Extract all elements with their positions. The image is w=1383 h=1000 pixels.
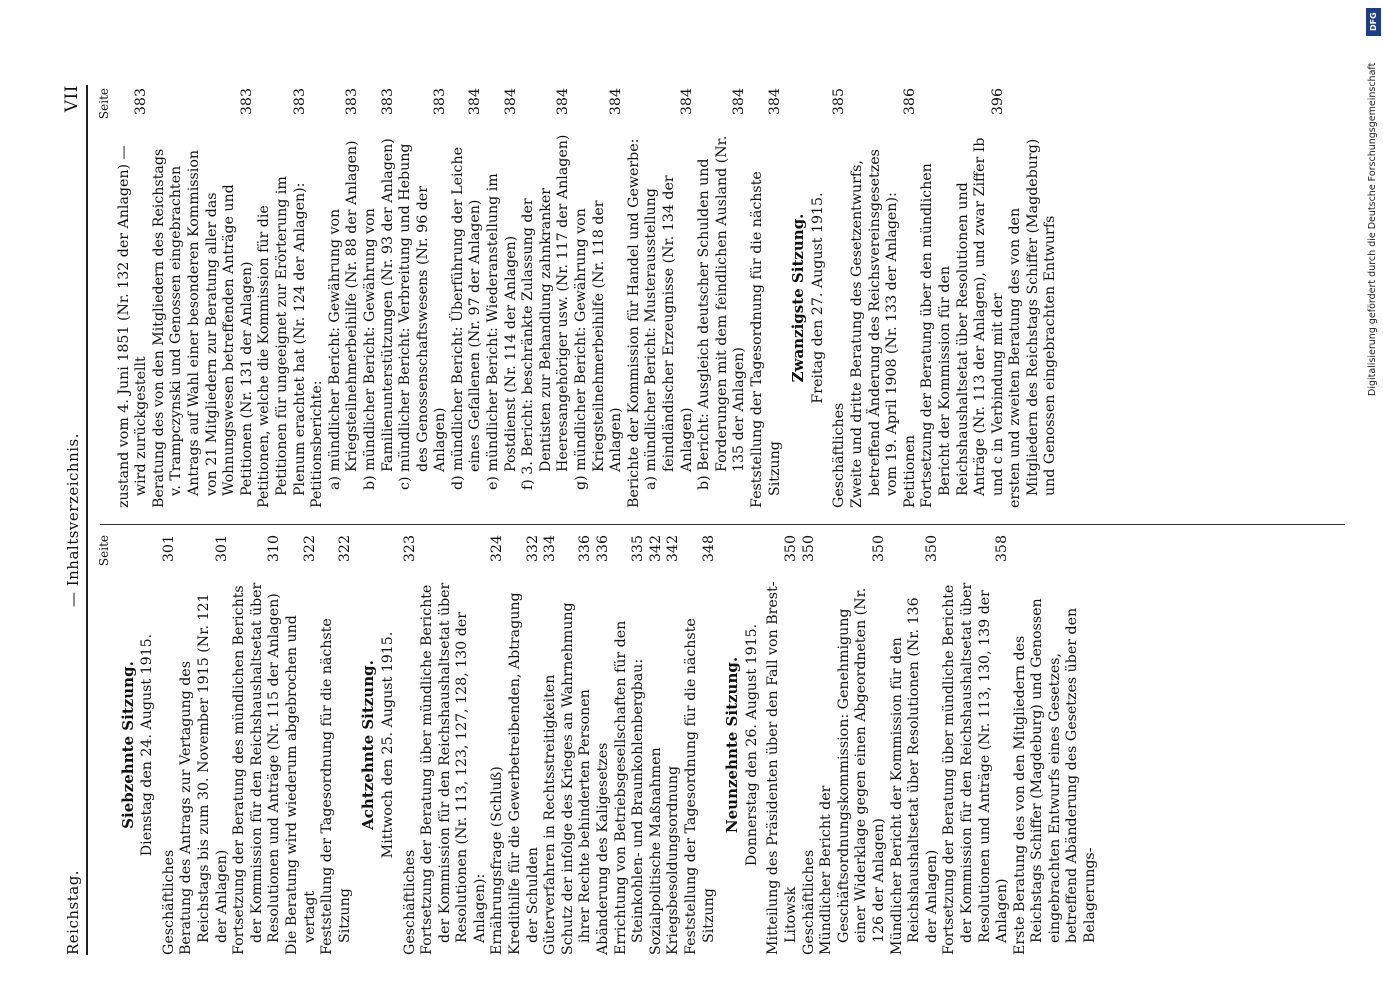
- toc-entry: [902, 88, 920, 508]
- toc-entry-text: Sozialpolitische Maßnahmen: [647, 747, 664, 955]
- toc-entry: [542, 535, 560, 955]
- session-date: Freitag den 27. August 1915.: [809, 192, 826, 404]
- toc-entry: [626, 88, 644, 508]
- toc-entry: [507, 535, 542, 955]
- toc-entry-text: Die Beratung wird wiederum abgebrochen und vertagt: [283, 615, 318, 955]
- digitization-note: Digitalisierung gefördert durch die Deutsche Forschungsgemeinschaft: [1367, 62, 1378, 396]
- toc-entry-page: 396: [989, 88, 1006, 116]
- running-header: [60, 85, 86, 955]
- toc-entry-page: 384: [678, 88, 695, 116]
- toc-entry-page: 358: [994, 535, 1011, 563]
- toc-entry-text: g) mündlicher Bericht: Gewährung von Kriegsteilnehmerbeihilfe (Nr. 118 der Anlagen): [573, 200, 625, 490]
- toc-entry: [256, 88, 309, 508]
- toc-entry-page: 384: [467, 88, 484, 116]
- session-title: Neunzehnte Sitzung.: [723, 656, 742, 834]
- toc-entry: [178, 535, 231, 955]
- toc-entry: [573, 88, 626, 508]
- session-title: Siebzehnte Sitzung.: [118, 661, 137, 829]
- toc-entry-page: 324: [489, 535, 506, 563]
- toc-entry-text: b) mündlicher Bericht: Gewährung von Familienunterstützungen (Nr. 93 der Anlagen): [361, 138, 396, 490]
- right-column: [96, 88, 1060, 508]
- toc-entry-page: 301: [160, 535, 177, 563]
- toc-entry-page: 383: [344, 88, 361, 116]
- toc-entry: [696, 88, 749, 508]
- toc-entry-text: Geschäftliches: [160, 849, 177, 955]
- toc-entry: [161, 535, 179, 955]
- toc-entry-text: Abänderung des Kaligesetzes: [595, 742, 612, 955]
- toc-entry-text: Feststellung der Tagesordnung für die nächste Sitzung: [683, 618, 717, 955]
- toc-entry-page: 384: [731, 88, 748, 116]
- toc-entry: [648, 535, 666, 955]
- toc-entry-text: Zweite und dritte Beratung des Gesetzentwurfs, betreffend Änderung des Reichsvereinsgesetzes vom 19. April 1908 (Nr. 133 der Anlagen):: [848, 149, 901, 508]
- toc-entry-page: 350: [782, 535, 799, 563]
- toc-entry: [560, 535, 595, 955]
- session-date: Donnerstag den 26. August 1915.: [743, 623, 760, 867]
- toc-entry: [849, 88, 902, 508]
- toc-entry-text: Petitionen, welche die Kommission für die Petitionen für ungeeignet zur Erörterung im Plenum erachtet hat (Nr. 124 der Anlagen):: [256, 176, 308, 508]
- toc-entry-text: Mündlicher Bericht der Geschäftsordnungskommission: Genehmigung einer Widerklage gegen einen Abgeordneten (Nr. 126 der Anlagen): [818, 587, 887, 955]
- toc-entry-page: 336: [595, 535, 612, 563]
- toc-entry-text: Fortsetzung der Beratung über mündliche Berichte der Kommission für den Reichshaushaltsetat über Resolutionen (Nr. 113, 123, 127, 128, 130 der Anlagen):: [419, 582, 488, 955]
- toc-entry-text: Errichtung von Betriebsgesellschaften für den Steinkohlen- und Braunkohlenbergbau:: [612, 620, 647, 955]
- toc-entry-page: 350: [923, 535, 940, 563]
- toc-entry-text: Ernährungsfrage (Schluß): [489, 766, 506, 955]
- toc-entry-page: 383: [133, 88, 150, 116]
- toc-entry-text: zustand vom 4. Juni 1851 (Nr. 132 der Anlagen) — wird zurückgestellt: [115, 145, 150, 508]
- toc-entry-page: 322: [336, 535, 353, 563]
- toc-entry-page: 301: [213, 535, 230, 563]
- header-center: — Inhaltsverzeichnis.: [64, 432, 82, 608]
- toc-entry: [749, 88, 784, 508]
- toc-entry-text: Kriegsbesoldungsordnung: [665, 765, 682, 955]
- toc-entry-text: Feststellung der Tagesordnung für die nächste Sitzung: [319, 618, 353, 955]
- session-date: Mittwoch den 25. August 1915.: [379, 631, 396, 859]
- toc-entry-text: Fortsetzung der Beratung über den mündlichen Bericht der Kommission für den Reichshaushaltsetat über Resolutionen und Anträge (Nr. 113 der Anlagen), und zwar Ziffer Ib und c in Verbindung mit der: [919, 137, 1006, 508]
- toc-entry: [327, 88, 362, 508]
- toc-entry-page: 348: [700, 535, 717, 563]
- toc-entry-page: 322: [301, 535, 318, 563]
- toc-entry-page: 384: [502, 88, 519, 116]
- toc-entry-page: 383: [432, 88, 449, 116]
- column-divider: [100, 524, 1345, 525]
- toc-entry-text: Feststellung der Tagesordnung für die nächste Sitzung: [748, 171, 783, 508]
- toc-entry-text: Kredithilfe für die Gewerbetreibenden, Abtragung der Schulden: [507, 592, 541, 955]
- toc-entry: [941, 535, 1011, 955]
- toc-entry: [665, 535, 683, 955]
- toc-entry: [831, 88, 849, 508]
- toc-entry: [1007, 88, 1060, 508]
- toc-entry-page: 385: [831, 88, 848, 116]
- toc-entry-page: 386: [901, 88, 918, 116]
- toc-entry-text: Erste Beratung des von den Mitgliedern des Reichstags Schiffer (Magdeburg) und Genossen eingebrachten Entwurfs eines Gesetzes, betreffend Abänderung des Gesetzes über den Belagerungs-: [1011, 598, 1099, 955]
- toc-entry-text: b) Bericht: Ausgleich deutscher Schulden und Forderungen mit dem feindlichen Ausland (Nr. 135 der Anlagen): [696, 135, 748, 490]
- toc-entry-text: Schutz der infolge des Krieges an Wahrnehmung ihrer Rechte behinderten Personen: [559, 602, 594, 955]
- toc-entry-text: Geschäftliches: [800, 849, 817, 955]
- toc-entry: [520, 88, 573, 508]
- toc-entry: [231, 535, 284, 955]
- toc-entry-text: Geschäftliches: [401, 849, 418, 955]
- toc-entry-page: 336: [577, 535, 594, 563]
- toc-entry-text: Geschäftliches: [831, 402, 848, 508]
- toc-entry: [397, 88, 450, 508]
- toc-entry: [919, 88, 1007, 508]
- toc-entry-page: 383: [291, 88, 308, 116]
- toc-entry: [818, 535, 888, 955]
- header-rule: [86, 85, 88, 955]
- toc-entry: [801, 535, 819, 955]
- toc-entry-page: 323: [401, 535, 418, 563]
- toc-entry-text: Petitionen: [901, 435, 918, 508]
- toc-entry-page: 350: [870, 535, 887, 563]
- toc-entry-text: Güterverfahren in Rechtsstreitigkeiten: [542, 674, 559, 955]
- toc-entry-page: 384: [766, 88, 783, 116]
- toc-entry-text: Berichte der Kommission für Handel und Gewerbe:: [625, 138, 642, 508]
- toc-entry: [643, 88, 696, 508]
- toc-entry-page: 383: [238, 88, 255, 116]
- toc-entry-page: 335: [630, 535, 647, 563]
- toc-entry: [362, 88, 397, 508]
- session-date: Dienstag den 24. August 1915.: [139, 633, 156, 857]
- toc-entry-page: 334: [542, 535, 559, 563]
- session-title: Achtzehnte Sitzung.: [359, 660, 378, 830]
- seite-label: Seite: [97, 535, 111, 567]
- toc-entry-page: 383: [379, 88, 396, 116]
- toc-entry-text: ersten und zweiten Beratung des von den Mitgliedern des Reichstags Schiffer (Magdeburg) und Genossen eingebrachten Entwurfs: [1007, 138, 1059, 508]
- toc-entry-text: Petitionsberichte:: [309, 380, 326, 508]
- page-number: VII: [62, 85, 82, 113]
- toc-entry-text: c) mündlicher Bericht: Verbreitung und Hebung des Genossenschaftswesens (Nr. 96 der Anlagen): [397, 143, 449, 490]
- toc-entry-page: 342: [647, 535, 664, 563]
- toc-entry-page: 384: [608, 88, 625, 116]
- toc-entry: [419, 535, 489, 955]
- toc-entry: [402, 535, 420, 955]
- toc-entry-text: d) mündlicher Bericht: Überführung der Leiche eines Gefallenen (Nr. 97 der Anlagen): [449, 147, 484, 490]
- toc-entry-text: a) mündlicher Bericht: Musterausstellung feindländischer Erzeugnisse (Nr. 134 der Anlagen): [643, 175, 695, 490]
- dfg-logo: DFG: [1366, 8, 1381, 36]
- toc-entry-page: 332: [524, 535, 541, 563]
- toc-entry-text: Mitteilung des Präsidenten über den Fall von Brest-Litowsk: [765, 581, 799, 955]
- toc-entry: [489, 535, 507, 955]
- toc-entry-page: 350: [800, 535, 817, 563]
- toc-entry-text: a) mündlicher Bericht: Gewährung von Kriegsteilnehmerbeihilfe (Nr. 88 der Anlagen): [326, 140, 361, 490]
- toc-entry-text: Fortsetzung der Beratung über mündliche Berichte der Kommission für den Reichshaushaltsetat über Resolutionen und Anträge (Nr. 113, 130, 139 der Anlagen): [941, 582, 1011, 955]
- toc-entry: [450, 88, 485, 508]
- toc-entry: [116, 88, 151, 508]
- toc-entry-page: 342: [665, 535, 682, 563]
- toc-entry-text: Mündlicher Bericht der Kommission für den Reichshaushaltsetat über Resolutionen (Nr. 136 der Anlagen): [888, 597, 940, 955]
- toc-entry: [485, 88, 520, 508]
- toc-entry: [613, 535, 648, 955]
- toc-entry: [683, 535, 718, 955]
- toc-entry-text: Beratung des von den Mitgliedern des Reichstags v. Trampczynski und Genossen eingebrachten Antrags auf Wahl einer besonderen Kommission von 21 Mitgliedern zur Beratung aller das Wohnungswesen betreffenden Anträge und Petitionen (Nr. 131 der Anlagen): [150, 148, 255, 508]
- toc-entry-page: 310: [266, 535, 283, 563]
- left-column: [96, 535, 1100, 955]
- toc-entry-text: f) 3. Bericht: beschränkte Zulassung der Dentisten zur Behandlung zahnkranker Heeresangehöriger usw. (Nr. 117 der Anlagen): [520, 134, 572, 490]
- toc-entry-text: Beratung des Antrags zur Vertagung des Reichstags bis zum 30. November 1915 (Nr. 121 der Anlagen): [178, 593, 230, 955]
- toc-entry: [319, 535, 354, 955]
- toc-entry: [309, 88, 327, 508]
- toc-entry: [889, 535, 942, 955]
- toc-entry: [1012, 535, 1100, 955]
- toc-entry: [151, 88, 257, 508]
- toc-entry-text: e) mündlicher Bericht: Wiederanstellung im Postdienst (Nr. 114 der Anlagen): [485, 173, 519, 490]
- side-note-strip: [1365, 8, 1383, 998]
- seite-label: Seite: [97, 88, 111, 120]
- header-left: Reichstag.: [64, 869, 82, 955]
- session-title: Zwanzigste Sitzung.: [789, 213, 808, 383]
- toc-entry: [595, 535, 613, 955]
- rotated-content: [60, 85, 1350, 955]
- toc-entry: [765, 535, 800, 955]
- toc-entry-text: Fortsetzung der Beratung des mündlichen Berichts der Kommission für den Reichshaushaltsetat über Resolutionen und Anträge (Nr. 115 der Anlagen): [231, 582, 283, 955]
- toc-entry: [284, 535, 319, 955]
- toc-entry-page: 384: [555, 88, 572, 116]
